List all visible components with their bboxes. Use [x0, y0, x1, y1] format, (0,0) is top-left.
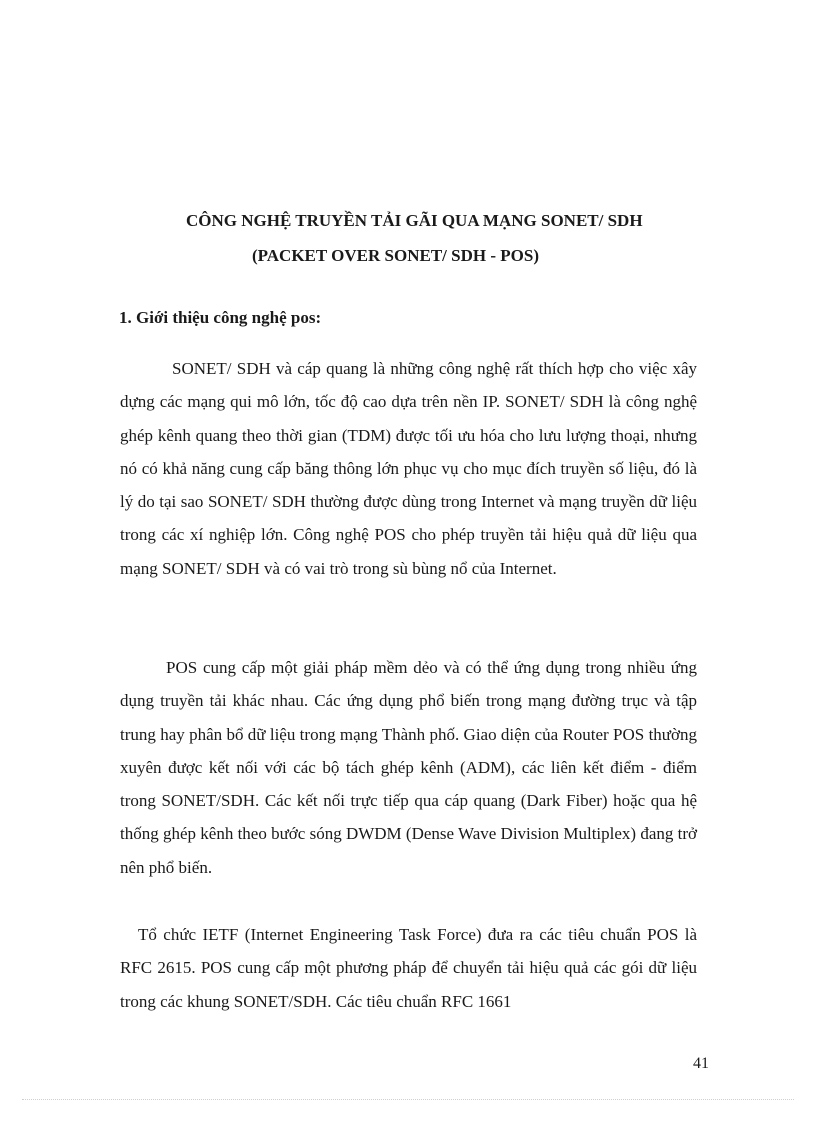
paragraph-3: Tổ chức IETF (Internet Engineering Task Force) đưa ra các tiêu chuẩn POS là RFC 2615. POS cung cấp một phương pháp để chuyển tải hiệu quả các gói dữ liệu trong các khung SONET/SDH. Các tiêu chuẩn RFC 1661 — [120, 925, 697, 1011]
footer-divider — [22, 1099, 794, 1100]
section-heading: 1. Giới thiệu công nghệ pos: — [119, 308, 322, 327]
paragraph-1: SONET/ SDH và cáp quang là những công nghệ rất thích hợp cho việc xây dựng các mạng qui mô lớn, tốc độ cao dựa trên nền IP. SONET/ SDH là công nghệ ghép kênh quang theo thời gian (TDM) được tối ưu hóa cho lưu lượng thoại, nhưng nó có khả năng cung cấp băng thông lớn phục vụ cho mục đích truyền số liệu, đó là lý do tại sao SONET/ SDH thường được dùng trong Internet và mạng truyền dữ liệu trong các xí nghiệp lớn. Công nghệ POS cho phép truyền tải hiệu quả dữ liệu qua mạng SONET/ SDH và có vai trò trong sù bùng nổ của Internet. — [120, 359, 697, 578]
document-title-line-2: (PACKET OVER SONET/ SDH - POS) — [252, 246, 539, 265]
page-number: 41 — [693, 1055, 709, 1072]
paragraph-2: POS cung cấp một giải pháp mềm dẻo và có thể ứng dụng trong nhiều ứng dụng truyền tải khác nhau. Các ứng dụng phổ biến trong mạng đường trục và tập trung hay phân bổ dữ liệu trong mạng Thành phố. Giao diện của Router POS thường xuyên được kết nối với các bộ tách ghép kênh (ADM), các liên kết điểm - điểm trong SONET/SDH. Các kết nối trực tiếp qua cáp quang (Dark Fiber) hoặc qua hệ thống ghép kênh theo bước sóng DWDM (Dense Wave Division Multiplex) đang trở nên phổ biến. — [120, 658, 697, 877]
document-title-line-1: CÔNG NGHỆ TRUYỀN TẢI GÃI QUA MẠNG SONET/ SDH — [186, 211, 643, 230]
